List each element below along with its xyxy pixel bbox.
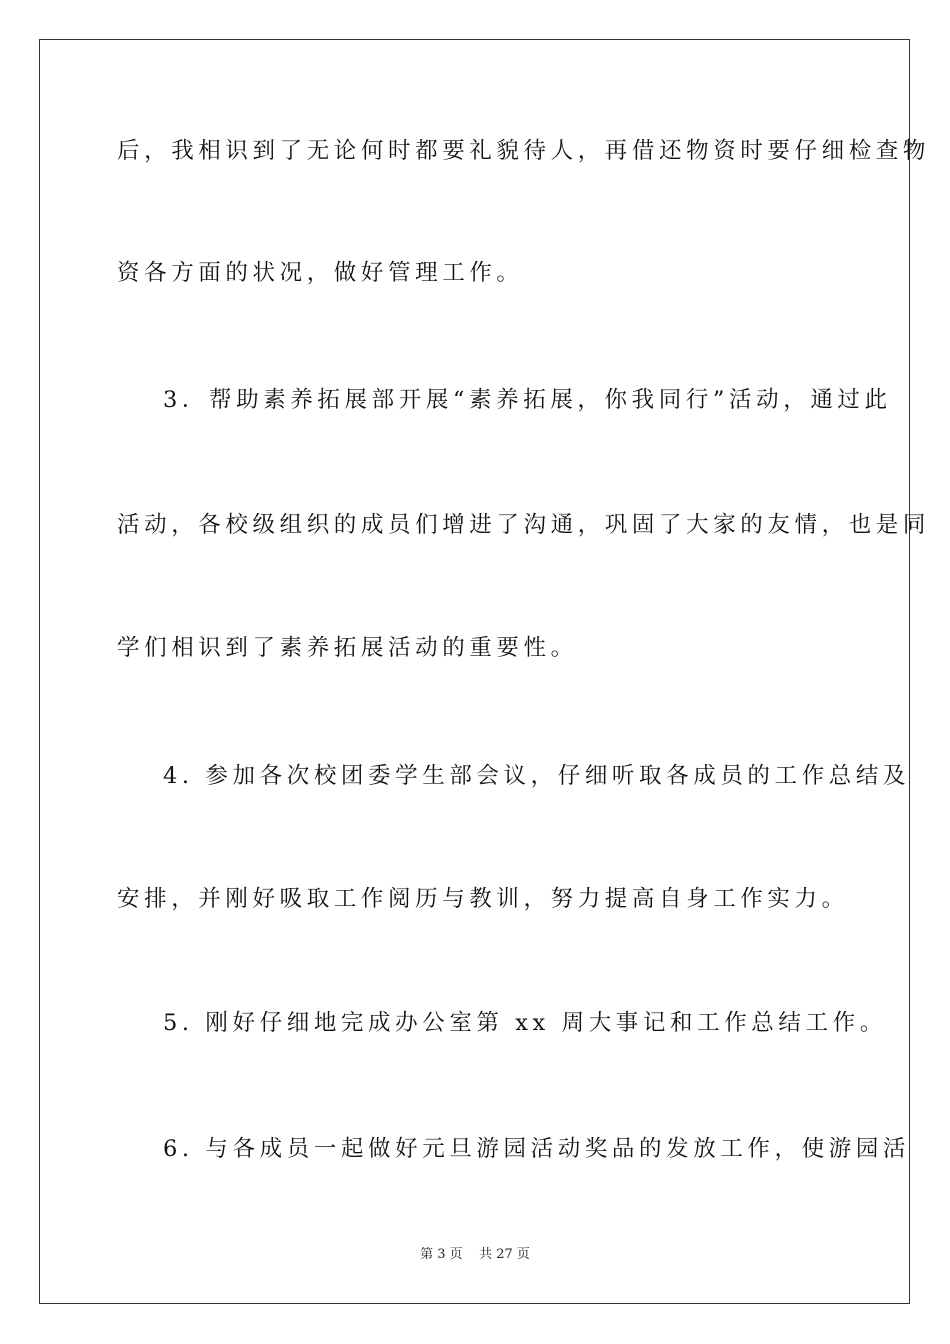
text-line-8: 5. 刚好仔细地完成办公室第 xx 周大事记和工作总结工作。: [163, 1010, 887, 1036]
text-line-3: 3．帮助素养拓展部开展“素养拓展，你我同行”活动，通过此: [163, 387, 892, 413]
text-line-4: 活动，各校级组织的成员们增进了沟通，巩固了大家的友情，也是同: [117, 512, 931, 538]
text-line-9: 6. 与各成员一起做好元旦游园活动奖品的发放工作，使游园活: [163, 1136, 911, 1162]
text-line-2: 资各方面的状况，做好管理工作。: [117, 260, 524, 286]
text-line-6: 4. 参加各次校团委学生部会议，仔细听取各成员的工作总结及: [163, 763, 911, 789]
page-number-footer: 第 3 页 共 27 页: [420, 1247, 530, 1262]
text-line-1: 后，我相识到了无论何时都要礼貌待人，再借还物资时要仔细检查物: [117, 138, 931, 164]
text-line-7: 安排，并刚好吸取工作阅历与教训，努力提高自身工作实力。: [117, 886, 849, 912]
page-frame: [39, 39, 910, 1304]
text-line-5: 学们相识到了素养拓展活动的重要性。: [117, 635, 578, 661]
